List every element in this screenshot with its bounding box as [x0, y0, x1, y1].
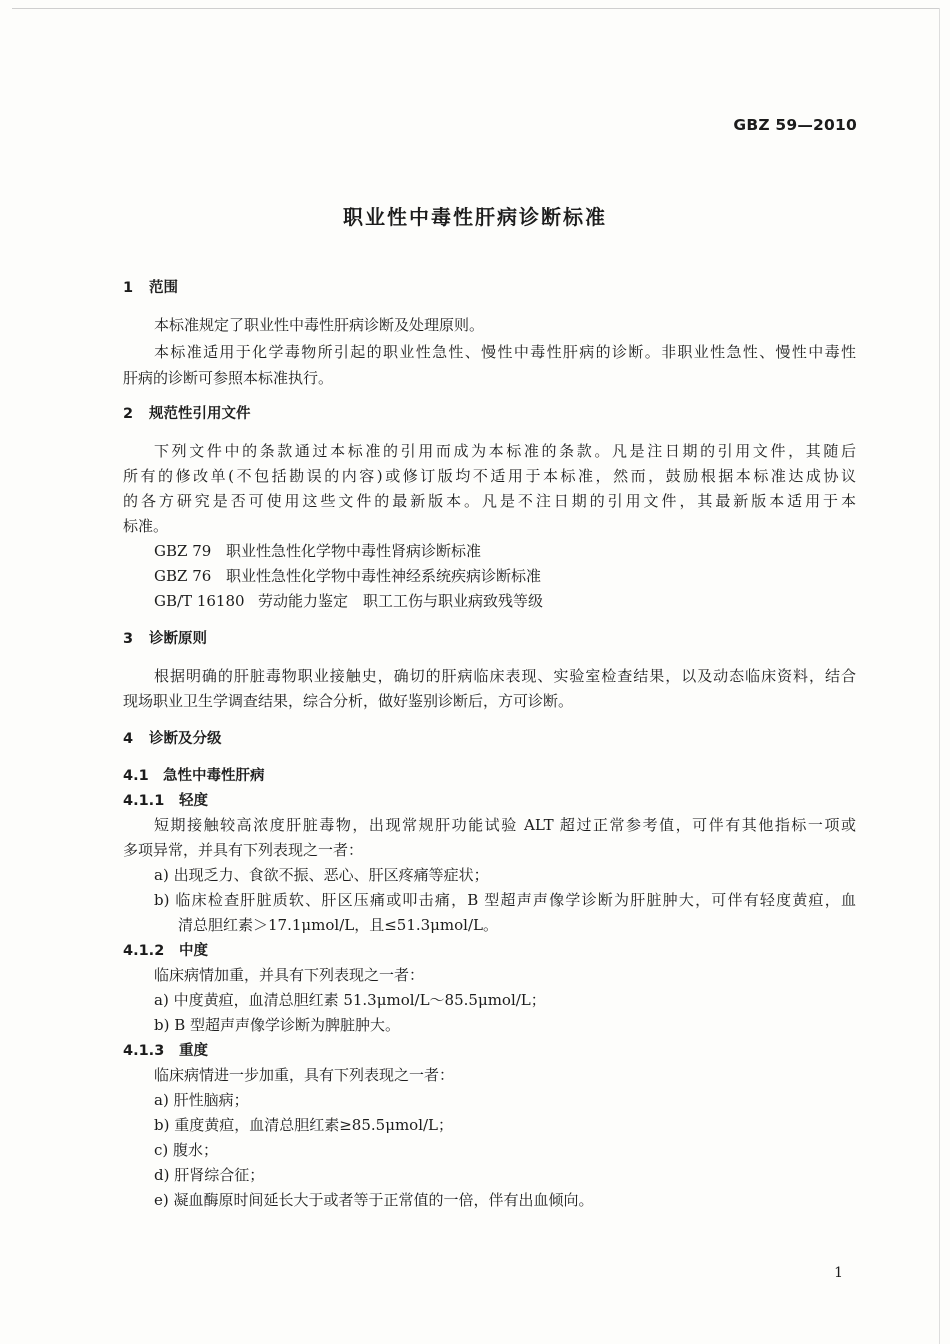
- paragraph-line: 所有的修改单(不包括勘误的内容)或修订版均不适用于本标准，然而，鼓励根据本标准达成协议: [123, 467, 856, 485]
- reference-item: [154, 540, 481, 561]
- reference-code: GBZ 79: [154, 542, 212, 560]
- section-number: 4.1.2: [123, 943, 165, 959]
- scan-edge-line: [12, 8, 940, 9]
- list-item: a) 肝性脑病；: [154, 1091, 249, 1109]
- paragraph: 本标准规定了职业性中毒性肝病诊断及处理原则。: [154, 316, 485, 334]
- reference-title: 劳动能力鉴定 职工工伤与职业病致残等级: [258, 592, 544, 610]
- paragraph-line: 本标准适用于化学毒物所引起的职业性急性、慢性中毒性肝病的诊断。非职业性急性、慢性中毒性: [154, 343, 856, 361]
- section-title: 范围: [149, 280, 178, 296]
- paragraph-line: 根据明确的肝脏毒物职业接触史，确切的肝病临床表现、实验室检查结果，以及动态临床资料，结合: [154, 667, 856, 685]
- section-4-heading: [123, 727, 222, 748]
- subsection-4-1-1-heading: [123, 789, 208, 810]
- section-title: 规范性引用文件: [149, 406, 251, 422]
- reference-code: GBZ 76: [154, 567, 212, 585]
- reference-item: [154, 590, 543, 611]
- list-item: d) 肝肾综合征；: [154, 1166, 265, 1184]
- paragraph: 临床病情加重，并具有下列表现之一者：: [154, 966, 425, 984]
- section-3-heading: [123, 627, 207, 648]
- section-1-heading: [123, 276, 178, 297]
- section-number: 3: [123, 631, 134, 647]
- section-number: 4.1: [123, 768, 149, 784]
- section-number: 1: [123, 280, 134, 296]
- section-2-heading: [123, 402, 251, 423]
- reference-item: [154, 565, 541, 586]
- section-title: 诊断原则: [149, 631, 207, 647]
- section-title: 急性中毒性肝病: [163, 768, 265, 784]
- list-item: a) 出现乏力、食欲不振、恶心、肝区疼痛等症状；: [154, 866, 489, 884]
- section-title: 中度: [179, 943, 208, 959]
- standard-number: GBZ 59—2010: [733, 116, 857, 134]
- list-item: b) 重度黄疸，血清总胆红素≥85.5μmol/L；: [154, 1116, 454, 1134]
- section-title: 诊断及分级: [149, 731, 222, 747]
- paragraph: 临床病情进一步加重，具有下列表现之一者：: [154, 1066, 455, 1084]
- reference-title: 职业性急性化学物中毒性神经系统疾病诊断标准: [226, 567, 542, 585]
- paragraph-line: 现场职业卫生学调查结果，综合分析，做好鉴别诊断后，方可诊断。: [123, 692, 574, 710]
- section-title: 轻度: [179, 793, 208, 809]
- list-item: a) 中度黄疸，血清总胆红素 51.3μmol/L～85.5μmol/L；: [154, 991, 546, 1009]
- section-number: 2: [123, 406, 134, 422]
- section-title: 重度: [179, 1043, 208, 1059]
- paragraph-line: 肝病的诊断可参照本标准执行。: [123, 369, 334, 387]
- paragraph-line: 短期接触较高浓度肝脏毒物，出现常规肝功能试验 ALT 超过正常参考值，可伴有其他指标一项或: [154, 816, 856, 834]
- section-number: 4.1.1: [123, 793, 165, 809]
- page-number: 1: [834, 1265, 843, 1281]
- section-number: 4: [123, 731, 134, 747]
- reference-code: GB/T 16180: [154, 592, 245, 610]
- subsection-4-1-heading: [123, 764, 265, 785]
- subsection-4-1-3-heading: [123, 1039, 208, 1060]
- subsection-4-1-2-heading: [123, 939, 208, 960]
- paragraph-line: 标准。: [123, 517, 169, 535]
- paragraph-line: 的各方研究是否可使用这些文件的最新版本。凡是不注日期的引用文件，其最新版本适用于本: [123, 492, 856, 510]
- list-item-continuation: 清总胆红素＞17.1μmol/L，且≤51.3μmol/L。: [178, 916, 498, 934]
- reference-title: 职业性急性化学物中毒性肾病诊断标准: [226, 542, 482, 560]
- list-item: e) 凝血酶原时间延长大于或者等于正常值的一倍，伴有出血倾向。: [154, 1191, 594, 1209]
- paragraph-line: 多项异常，并具有下列表现之一者：: [123, 841, 364, 859]
- list-item: b) 临床检查肝脏质软、肝区压痛或叩击痛，B 型超声声像学诊断为肝脏肿大，可伴有轻度黄疸，血: [154, 891, 856, 909]
- list-item: c) 腹水；: [154, 1141, 219, 1159]
- list-item: b) B 型超声声像学诊断为脾脏肿大。: [154, 1016, 401, 1034]
- section-number: 4.1.3: [123, 1043, 165, 1059]
- document-title: 职业性中毒性肝病诊断标准: [343, 205, 607, 229]
- paragraph-line: 下列文件中的条款通过本标准的引用而成为本标准的条款。凡是注日期的引用文件，其随后: [154, 442, 856, 460]
